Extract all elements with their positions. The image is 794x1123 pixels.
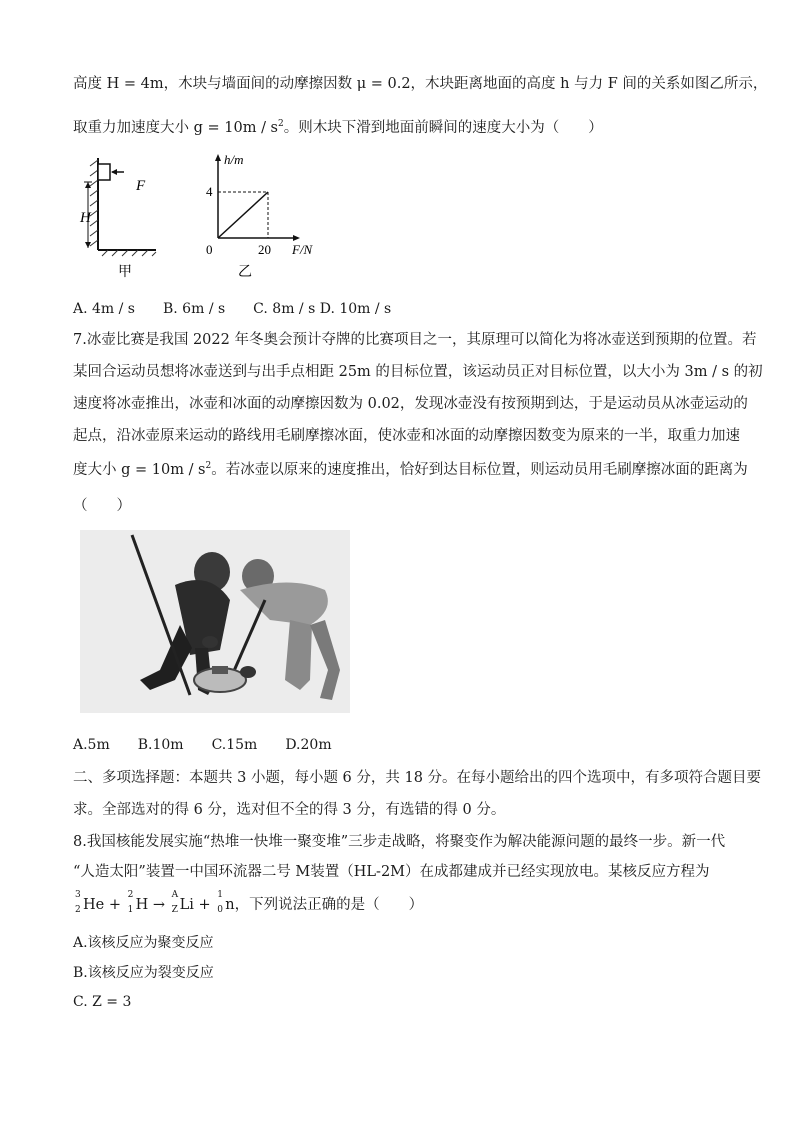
curling-illustration [80, 530, 350, 713]
curling-photo [80, 530, 350, 713]
nuclide-li: A Z Li [171, 890, 194, 915]
y-axis-label: h/m [224, 152, 244, 167]
y-tick-4: 4 [206, 184, 213, 199]
q8-line-2: “人造太阳”装置一中国环流器二号 M装置（HL-2M）在成都建成并已经实现放电。某核反应方程为 [73, 864, 710, 880]
figure-yi [196, 150, 336, 280]
q7-line-5-pre: 度大小 g = 10m / s [73, 462, 206, 478]
section2-line-2: 求。全部选对的得 6 分，选对但不全的得 3 分，有选错的得 0 分。 [73, 802, 506, 818]
q7-line-5 [73, 458, 748, 479]
height-label: H [80, 210, 91, 226]
q8-line-1: 8.我国核能发展实施“热堆一快堆一聚变堆”三步走战略，将聚变作为解决能源问题的最终一步。新一代 [73, 834, 726, 850]
origin-label: 0 [206, 242, 213, 257]
q6-line-2-sup: 2 [278, 119, 284, 129]
nuclide-he: 3 2 He [75, 890, 105, 915]
q7-line-6: （ ） [73, 498, 131, 514]
force-arrowhead [111, 169, 117, 175]
q8-option-b: B.该核反应为裂变反应 [73, 965, 214, 981]
q7-options: A.5m B.10m C.15m D.20m [73, 737, 332, 753]
q7-line-5-post: 。若冰壶以原来的速度推出，恰好到达目标位置，则运动员用毛刷摩擦冰面的距离为 [211, 462, 748, 478]
q7-line-4: 起点，沿冰壶原来运动的路线用毛刷摩擦冰面，使冰壶和冰面的动摩擦因数变为原来的一半，取重力加速 [73, 428, 740, 444]
eq-arrow: → [152, 897, 166, 913]
q7-line-1: 7.冰壶比赛是我国 2022 年冬奥会预计夺牌的比赛项目之一，其原理可以简化为将冰壶送到预期的位置。若 [73, 332, 757, 348]
q7-line-5-sup: 2 [205, 461, 212, 471]
q6-line-1: 高度 H = 4m，木块与墙面间的动摩擦因数 μ = 0.2，木块距离地面的高度 h 与力 F 间的关系如图乙所示， [73, 76, 768, 92]
eq-plus-2: + [198, 897, 211, 913]
q8-option-c: C. Z = 3 [73, 994, 132, 1010]
q6-options: A. 4m / s B. 6m / s C. 8m / s D. 10m / s [73, 301, 392, 317]
q8-option-a: A.该核反应为聚变反应 [73, 935, 214, 951]
q6-line-2 [73, 116, 603, 137]
q6-line-2-pre: 取重力加速度大小 g = 10m / s [73, 120, 279, 136]
x-axis-label: F/N [292, 242, 313, 257]
eq-plus-1: + [108, 897, 121, 913]
h-f-line [218, 192, 268, 238]
q8-equation-line [75, 890, 424, 915]
figure-jia [78, 152, 188, 282]
figure-jia-label: 甲 [118, 265, 132, 280]
q7-line-3: 速度将冰壶推出，冰壶和冰面的动摩擦因数为 0.02，发现冰壶没有按预期到达，于是运动员从冰壶运动的 [73, 396, 748, 412]
x-tick-20: 20 [258, 242, 271, 257]
q8-eq-tail: ，下列说法正确的是（ ） [234, 897, 424, 913]
force-label: F [136, 178, 146, 194]
q7-line-2: 某回合运动员想将冰壶送到与出手点相距 25m 的目标位置，该运动员正对目标位置，以大小为 3m / s 的初 [73, 364, 763, 380]
nuclide-n: 1 0 n [217, 890, 235, 915]
wall-hatch [90, 160, 98, 246]
wood-block [98, 164, 110, 180]
figure-yi-label: 乙 [238, 265, 252, 280]
nuclide-h: 2 1 H [127, 890, 149, 915]
q6-line-2-post: 。则木块下滑到地面前瞬间的速度大小为（ ） [283, 120, 603, 136]
section2-line-1: 二、多项选择题：本题共 3 小题，每小题 6 分，共 18 分。在每小题给出的四个选项中，有多项符合题目要 [73, 770, 762, 786]
